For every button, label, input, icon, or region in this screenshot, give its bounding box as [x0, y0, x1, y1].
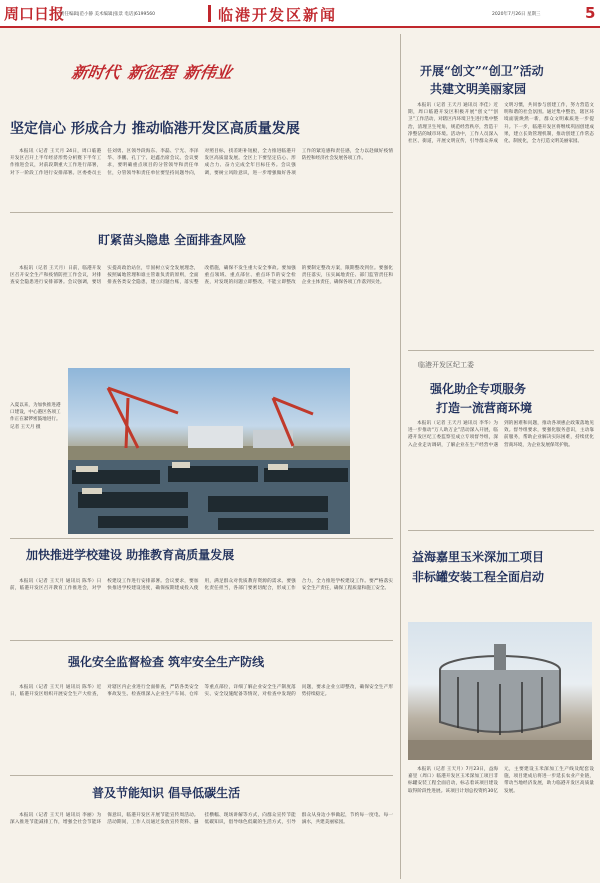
energy-headline: 普及节能知识 倡导低碳生活: [92, 786, 241, 800]
slogan-part: 新伟业: [182, 63, 234, 82]
port-photo: [68, 368, 350, 534]
divider: [408, 350, 594, 351]
column-separator: [400, 34, 401, 879]
supervision-headline-1: 强化助企专项服务: [430, 382, 527, 396]
port-crane-illustration: [68, 368, 350, 534]
lead-body: 本报讯（记者 王天月 24日，周口临港开发区召开上半年经济形势分析暨下半年工作推进会议，对前段期重大工作进行部署，对下一阶段工作进行安排部署。区委委员主任刘勇、区领导段海东、李磊、宁光、李泽华、李鹏、孔丁宁、赵鑫出席会议。会议要求，要明确重点项目的分管领导和责任单位，分管领导和责任单位要坚持问题导向，对照目标，找差距补短板，全力推进临港开发区高质量发展。全区上下要坚定信心、形成合力、奋力完成全年目标任务。会议强调，要树立风险意识，进一步增强做好各项工作的紧迫感和责任感，全力以赴做好疫情防控和经济社会发展各项工作。: [10, 149, 393, 176]
school-body: 本报讯（记者 王天月 通讯员 陈华）日前，临港开发区召开教育工作推进会，对学校建设工作进行安排部署。会议要求，要加快推进学校建设进度，确保按期建成投入使用，满足群众对优质教育资源的需求。要强化责任担当，各部门要密切配合，形成工作合力，全力推进学校建设工作。要严格落实安全生产责任，确保工程质量和施工安全。: [10, 579, 393, 592]
corn-headline-1: 益海嘉里玉米深加工项目: [412, 550, 545, 564]
risk-body: 本报讯（记者 王天月）日前，临港开发区召开安全生产和疫情防控工作会议，对排查安全隐患进行安排部署。会议强调，要切实提高政治站位，牢固树立安全发展理念，按照属地管理和谁主管谁负责的原则，全面排查各类安全隐患，建立问题台账，落实整改措施，确保不发生重大安全事故。要加强重点领域、重点部位、重点环节的安全检查，对发现的问题立即整改，不能立即整改的要制定整改方案，限期整改到位。要强化责任落实，压实属地责任、部门监管责任和企业主体责任，确保各项工作落到实处。: [10, 266, 393, 286]
slogan-part: 新征程: [126, 63, 178, 82]
section-bar: [208, 5, 211, 22]
corn-headline-2: 非标罐安装工程全面启动: [412, 570, 545, 584]
civ-headline-1: 开展“创文”“创卫”活动: [420, 64, 544, 78]
newspaper-logo: 周口日报: [4, 5, 65, 23]
slogan-part: 新时代: [70, 63, 122, 82]
corn-body: 本报讯（记者 王天月）7月23日，益海嘉里（周口）临港开发区玉米深加工项目非标罐安装工程全面启动，标志着该项目建设取得阶段性进展。该项目计划总投资约30亿元，主要建设玉米深加工生产线及配套设施，项目建成后将进一步延长农业产业链，带动当地经济发展，助力临港开发区高质量发展。: [408, 767, 594, 794]
risk-headline: 盯紧苗头隐患 全面排查风险: [98, 233, 247, 247]
safety-body: 本报讯（记者 王天月 通讯员 陈华）近日，临港开发区组织开展安全生产大检查，对辖区内企业进行全面排查，严防各类安全事故发生。检查组深入企业生产车间、仓库等重点部位，详细了解企业安全生产制度落实、安全设施配备等情况，对检查中发现的问题，要求企业立即整改，确保安全生产形势持续稳定。: [10, 685, 393, 698]
civ-body: 本报讯（记者 王天月 通讯员 李佳）近期，周口临港开发区积极开展“创文”“创卫”工作活动，对辖区内环境卫生进行集中整治，清理卫生死角，规范经营秩序，营造干净整洁的城市环境。活动中，工作人员深入社区、街道，开展文明宣传，引导群众养成文明习惯，共同参与创建工作，努力营造文明和谐的社会氛围。通过集中整治，辖区环境面貌焕然一新，群众文明素质进一步提升。下一步，临港开发区将继续巩固创建成果，建立长效管理机制，推动创建工作常态化、制度化，全力打造文明美丽家园。: [408, 103, 594, 145]
divider: [408, 530, 594, 531]
supervision-headline-2: 打造一流营商环境: [436, 401, 533, 415]
masthead: [0, 0, 600, 28]
divider: [10, 212, 393, 213]
school-headline: 加快推进学校建设 助推教育高质量发展: [26, 548, 235, 562]
issue-date: 2020年7月26日 星期三: [492, 12, 541, 17]
supervision-body: 本报讯（记者 王天月 通讯员 李华）为进一步推动“万人助万企”活动深入开展，临港开发区纪工委监察室成立专项督导组，深入企业走访调研，了解企业在生产经营中遇到的困难和问题，推动各项惠企政策落地见效。督导组要求，要强化服务意识，主动靠前服务，帮助企业解决实际困难，持续优化营商环境，为企业发展保驾护航。: [408, 421, 594, 448]
staff-credits: 责任编辑|范小静 美术编辑|张景 电话|6199560: [60, 12, 155, 17]
tank-illustration: [408, 622, 592, 760]
safety-headline: 强化安全监督检查 筑牢安全生产防线: [68, 655, 265, 669]
divider: [10, 640, 393, 641]
section-title: 临港开发区新闻: [218, 6, 338, 24]
photo-caption: 入夏以来，为加快推进港口建设，中心港区各项工作正在紧锣密鼓地进行。记者 王天月 摄: [10, 403, 61, 430]
civ-headline-2: 共建文明美丽家园: [430, 82, 527, 96]
slogan-banner: [72, 60, 297, 92]
divider: [10, 775, 393, 776]
page-number: 5: [585, 4, 596, 22]
divider: [10, 538, 393, 539]
sidebar-tag: 临港开发区纪工委: [418, 361, 474, 369]
energy-body: 本报讯（记者 王天月 通讯员 李丽）为深入推进节能减排工作，增强全社会节能环保意识，临港开发区开展节能宣传周活动。活动期间，工作人员通过发放宣传资料、悬挂横幅、现场讲解等方式，向群众宣传节能低碳知识，倡导绿色低碳的生活方式，引导群众从身边小事做起，节约每一度电、每一滴水，共建美丽家园。: [10, 813, 393, 826]
lead-headline: 坚定信心 形成合力 推动临港开发区高质量发展: [10, 121, 300, 137]
tank-photo: [408, 622, 592, 760]
